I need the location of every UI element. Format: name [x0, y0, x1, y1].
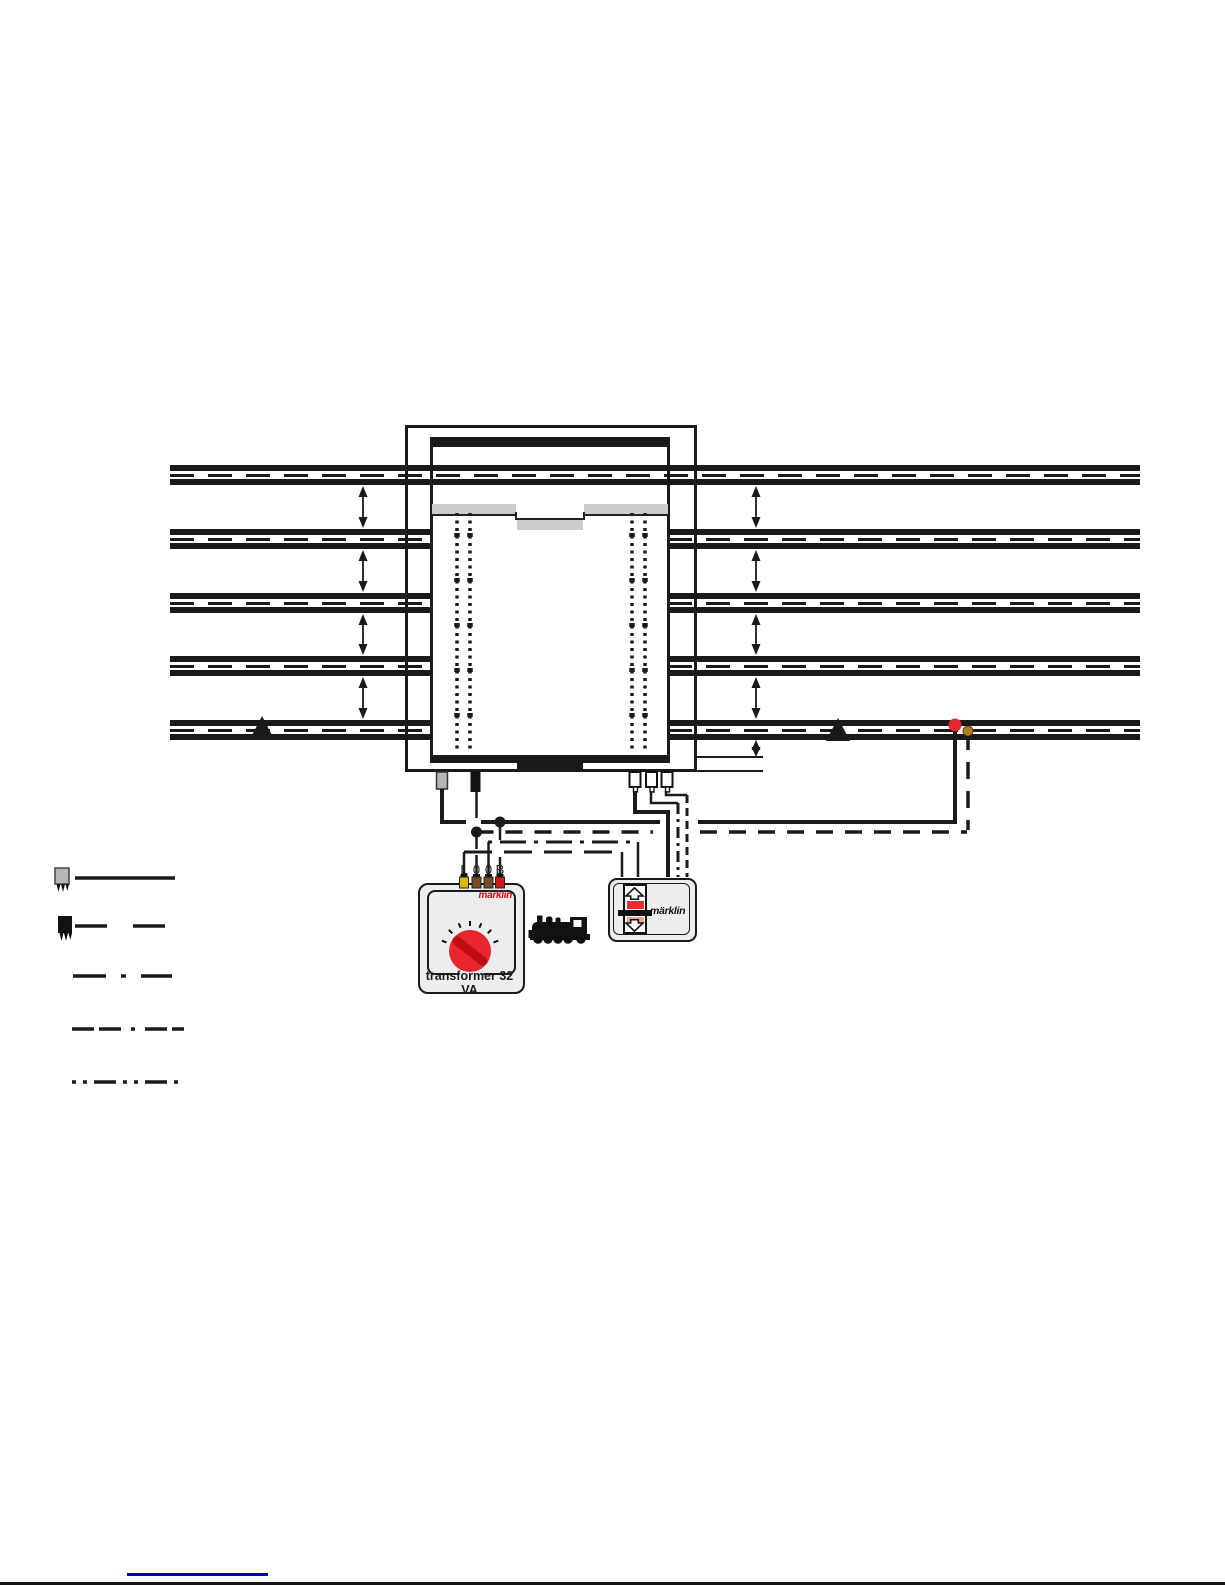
- gray-plug-icon: [55, 868, 69, 892]
- transformer-name-label: transformer 32 VA: [425, 969, 514, 997]
- black-pin: [471, 772, 481, 792]
- dimension-extension-lines: [697, 757, 763, 771]
- controller-brand-logo: märklin: [650, 905, 686, 917]
- triangle-marker-right: [826, 718, 850, 741]
- junction-dot-B: [495, 817, 506, 828]
- legend: [55, 868, 184, 1082]
- terminal-label-0b: 0: [484, 862, 493, 877]
- table-connection-pins: [437, 772, 673, 792]
- contact-triangle-markers: [250, 716, 850, 741]
- gray-pin: [437, 772, 448, 789]
- track-spacing-arrows-right: [752, 486, 761, 757]
- wires-table-to-controller: [635, 791, 687, 877]
- guide-rail-dotted-columns: [457, 513, 645, 751]
- rail-feed-dot: [963, 726, 973, 736]
- hyperlink-underline[interactable]: [127, 1573, 268, 1576]
- black-plug-icon: [58, 916, 72, 941]
- terminal-label-B: B: [495, 862, 505, 877]
- steam-locomotive-icon: [529, 916, 591, 944]
- white-pins: [630, 772, 673, 792]
- terminal-label-0a: 0: [472, 862, 481, 877]
- terminal-label-L: L: [460, 862, 468, 877]
- triangle-marker-left: [250, 716, 274, 739]
- junction-dot-0: [471, 827, 482, 838]
- track-spacing-arrows-left: [359, 486, 368, 719]
- wire-dashed-rail-return: [471, 733, 968, 875]
- cab-window: [574, 920, 582, 927]
- center-rail-feed-dot: [949, 719, 962, 732]
- transformer-brand-logo: märklin: [478, 890, 512, 901]
